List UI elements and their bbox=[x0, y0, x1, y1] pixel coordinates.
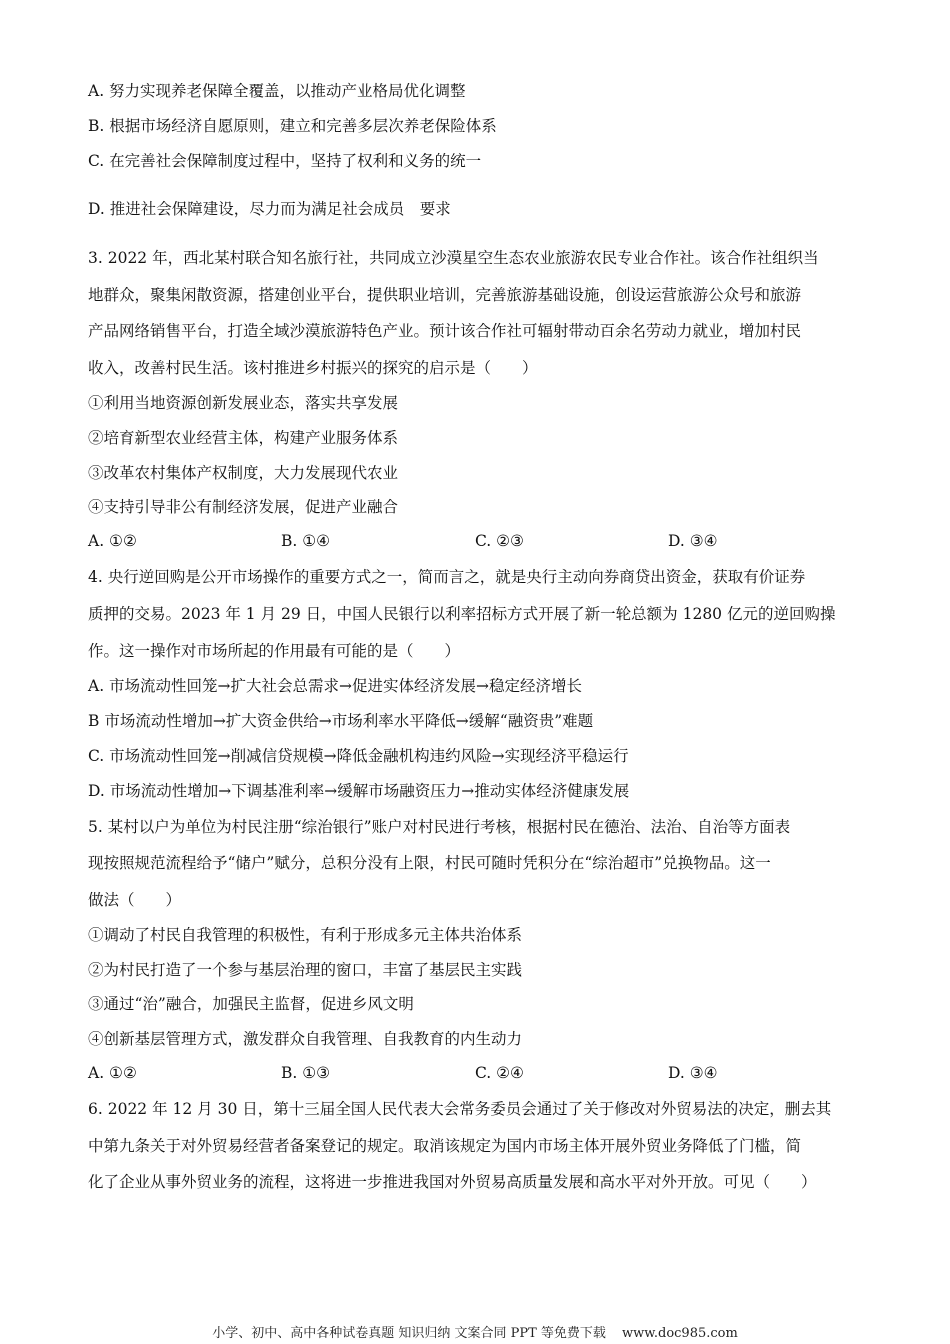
q5-choice-b: B. ①③ bbox=[281, 1064, 331, 1082]
q2-option-c: C. 在完善社会保障制度过程中，坚持了权利和义务的统一 bbox=[88, 152, 482, 170]
q3-stem-line: 地群众，聚集闲散资源，搭建创业平台，提供职业培训，完善旅游基础设施，创设运营旅游公众号和旅游 bbox=[88, 286, 802, 304]
q6-stem-line: 6. 2022 年 12 月 30 日，第十三届全国人民代表大会常务委员会通过了关于修改对外贸易法的决定，删去其 bbox=[88, 1100, 832, 1118]
q5-stem-line: 5. 某村以户为单位为村民注册“综治银行”账户对村民进行考核，根据村民在德治、法治、自治等方面表 bbox=[88, 818, 791, 836]
page-footer bbox=[0, 1322, 950, 1341]
q3-stem-line: 产品网络销售平台，打造全域沙漠旅游特色产业。预计该合作社可辐射带动百余名劳动力就业，增加村民 bbox=[88, 322, 802, 340]
q4-stem-line: 质押的交易。2023 年 1 月 29 日，中国人民银行以利率招标方式开展了新一轮总额为 1280 亿元的逆回购操 bbox=[88, 605, 836, 623]
q5-choice-d: D. ③④ bbox=[668, 1064, 718, 1082]
q4-stem-line: 作。这一操作对市场所起的作用最有可能的是（ ） bbox=[88, 642, 461, 660]
footer-link[interactable]: www.doc985.com bbox=[622, 1326, 738, 1341]
q3-stem-line: 收入，改善村民生活。该村推进乡村振兴的探究的启示是（ ） bbox=[88, 359, 538, 377]
q5-stem-line: 做法（ ） bbox=[88, 891, 182, 909]
q5-item: ②为村民打造了一个参与基层治理的窗口，丰富了基层民主实践 bbox=[88, 961, 523, 979]
q2-option-d: D. 推进社会保障建设，尽力而为满足社会成员 要求 bbox=[88, 200, 451, 218]
q5-item: ④创新基层管理方式，激发群众自我管理、自我教育的内生动力 bbox=[88, 1030, 523, 1048]
footer-text: 小学、初中、高中各种试卷真题 知识归纳 文案合同 PPT 等免费下载 bbox=[212, 1326, 606, 1341]
q4-stem-line: 4. 央行逆回购是公开市场操作的重要方式之一，简而言之，就是央行主动向券商贷出资金，获取有价证券 bbox=[88, 568, 806, 586]
q4-option-d: D. 市场流动性增加→下调基准利率→缓解市场融资压力→推动实体经济健康发展 bbox=[88, 782, 630, 800]
q4-option-b: B 市场流动性增加→扩大资金供给→市场利率水平降低→缓解“融资贵”难题 bbox=[88, 712, 594, 730]
q3-item: ④支持引导非公有制经济发展，促进产业融合 bbox=[88, 498, 399, 516]
q3-choice-b: B. ①④ bbox=[281, 532, 331, 550]
q5-stem-line: 现按照规范流程给予“储户”赋分，总积分没有上限，村民可随时凭积分在“综治超市”兑换物品。这一 bbox=[88, 854, 771, 872]
q3-item: ①利用当地资源创新发展业态，落实共享发展 bbox=[88, 394, 399, 412]
q3-stem-line: 3. 2022 年，西北某村联合知名旅行社，共同成立沙漠星空生态农业旅游农民专业合作社。该合作社组织当 bbox=[88, 249, 819, 267]
q3-choice-c: C. ②③ bbox=[475, 532, 524, 550]
q5-choice-c: C. ②④ bbox=[475, 1064, 524, 1082]
q3-item: ③改革农村集体产权制度，大力发展现代农业 bbox=[88, 464, 399, 482]
q3-choice-a: A. ①② bbox=[88, 532, 137, 550]
q5-item: ①调动了村民自我管理的积极性，有利于形成多元主体共治体系 bbox=[88, 926, 523, 944]
q6-stem-line: 中第九条关于对外贸易经营者备案登记的规定。取消该规定为国内市场主体开展外贸业务降低了门槛，简 bbox=[88, 1137, 802, 1155]
q5-choice-a: A. ①② bbox=[88, 1064, 137, 1082]
q2-option-a: A. 努力实现养老保障全覆盖，以推动产业格局优化调整 bbox=[88, 82, 466, 100]
q5-item: ③通过“治”融合，加强民主监督，促进乡风文明 bbox=[88, 995, 414, 1013]
q2-option-b: B. 根据市场经济自愿原则，建立和完善多层次养老保险体系 bbox=[88, 117, 497, 135]
q4-option-a: A. 市场流动性回笼→扩大社会总需求→促进实体经济发展→稳定经济增长 bbox=[88, 677, 583, 695]
q6-stem-line: 化了企业从事外贸业务的流程，这将进一步推进我国对外贸易高质量发展和高水平对外开放。可见（ ） bbox=[88, 1173, 817, 1191]
q3-item: ②培育新型农业经营主体，构建产业服务体系 bbox=[88, 429, 399, 447]
q3-choice-d: D. ③④ bbox=[668, 532, 718, 550]
q4-option-c: C. 市场流动性回笼→削减信贷规模→降低金融机构违约风险→实现经济平稳运行 bbox=[88, 747, 629, 765]
